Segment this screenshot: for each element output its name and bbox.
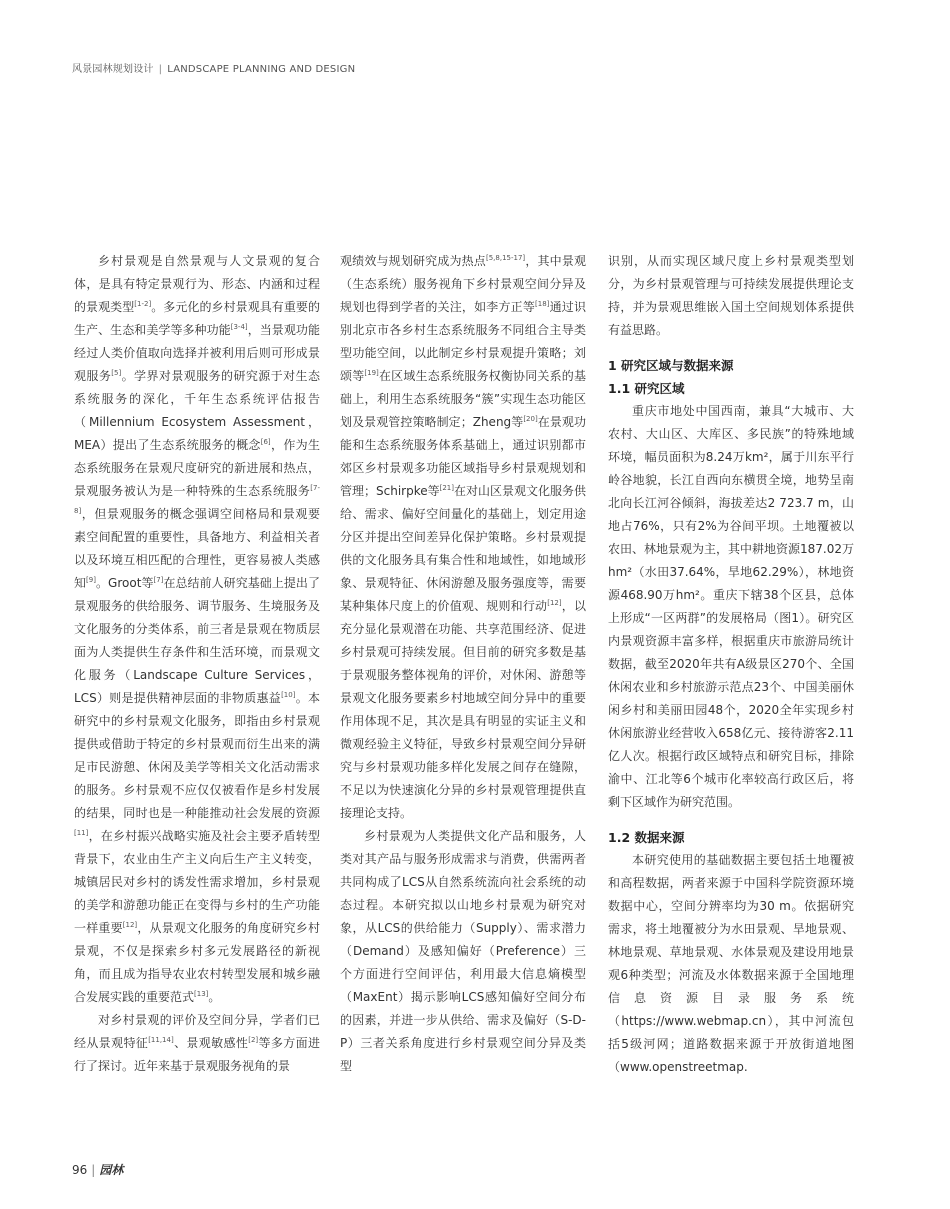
citation: [6] bbox=[260, 438, 271, 446]
citation: [1-2] bbox=[134, 300, 152, 308]
paragraph: 识别，从而实现区域尺度上乡村景观类型划分，为乡村景观管理与可持续发展提供理论支持，并为景观思维嵌入国土空间规划体系提供有益思路。 bbox=[608, 254, 854, 337]
page-footer bbox=[72, 1161, 123, 1178]
citation: [3-4] bbox=[230, 323, 248, 331]
header-separator: | bbox=[158, 64, 163, 75]
citation: [2] bbox=[248, 1036, 259, 1044]
citation: [10] bbox=[281, 691, 296, 699]
paragraph: 乡村景观为人类提供文化产品和服务，人类对其产品与服务形成需求与消费，供需两者共同构成了LCS从自然系统流向社会系统的动态过程。本研究拟以山地乡村景观为研究对象，从LCS的供给能力（Supply）、需求潜力（Demand）及感知偏好（Preference）三个方面进行空间评估，利用最大信息熵模型（MaxEnt）揭示影响LCS感知偏好空间分布的因素，并进一步从供给、需求及偏好（S-D-P）三者关系角度进行乡村景观空间分异及类型 bbox=[340, 829, 586, 1073]
subsection-heading: 1.2 数据来源 bbox=[608, 830, 685, 845]
journal-name-en: LANDSCAPE PLANNING AND DESIGN bbox=[167, 64, 356, 75]
text-column-1 bbox=[74, 250, 320, 1078]
citation: [19] bbox=[364, 369, 379, 377]
journal-logo: 园林 bbox=[99, 1163, 124, 1177]
citation: [12] bbox=[547, 599, 562, 607]
citation: [7] bbox=[153, 576, 164, 584]
citation: [20] bbox=[523, 415, 538, 423]
citation: [7-8] bbox=[74, 484, 320, 515]
citation: [21] bbox=[439, 484, 454, 492]
subsection-heading: 1.1 研究区域 bbox=[608, 381, 685, 396]
journal-name-cn: 风景园林规划设计 bbox=[72, 64, 154, 75]
paragraph: 本研究使用的基础数据主要包括土地覆被和高程数据，两者来源于中国科学院资源环境数据中心，空间分辨率均为30 m。依据研究需求，将土地覆被分为水田景观、旱地景观、林地景观、草地景观、水体景观及建设用地景观6种类型；河流及水体数据来源于全国地理信息资源目录服务系统（https://www.webmap.cn），其中河流包括5级河网；道路数据来源于开放街道地图（www.openstreetmap. bbox=[608, 853, 854, 1074]
citation: [11,14] bbox=[148, 1036, 174, 1044]
citation: [18] bbox=[535, 300, 550, 308]
citation: [9] bbox=[86, 576, 96, 584]
paragraph: 观绩效与规划研究成为热点[5,8,15-17]，其中景观（生态系统）服务视角下乡村景观空间分异及规划也得到学者的关注，如李方正等[18]通过识别北京市各乡村生态系统服务不同组合主导类型功能空间，以此制定乡村景观提升策略；刘颂等[19]在区域生态系统服务权衡协同关系的基础上，利用生态系统服务“簇”实现生态功能区划及景观管控策略制定；Zheng等[20]在景观功能和生态系统服务体系基础上，通过识别都市郊区乡村景观多功能区域指导乡村景观规划和管理；Schirpke等[21]在对山区景观文化服务供给、需求、偏好空间量化的基础上，划定用途分区并提出空间差异化保护策略。乡村景观提供的文化服务具有集合性和地域性，如地域形象、景观特征、休闲游憩及服务强度等，需要某种集体尺度上的价值观、规则和行动[12]，以充分显化景观潜在功能、共享范围经济、促进乡村景观可持续发展。但目前的研究多数是基于景观服务整体视角的评价，对休闲、游憩等景观文化服务要素乡村地域空间分异中的重要作用体现不足，其次是具有明显的实证主义和微观经验主义特征，导致乡村景观空间分异研究与乡村景观功能多样化发展之间存在缝隙，不足以为快速演化分异的乡村景观管理提供直接理论支持。 bbox=[340, 254, 587, 820]
paragraph: 乡村景观是自然景观与人文景观的复合体，是具有特定景观行为、形态、内涵和过程的景观类型[1-2]。多元化的乡村景观具有重要的生产、生态和美学等多种功能[3-4]，当景观功能经过人类价值取向选择并被利用后则可形成景观服务[5]。学界对景观服务的研究源于对生态系统服务的深化，千年生态系统评估报告（Millennium Ecosystem Assessment，MEA）提出了生态系统服务的概念[6]，作为生态系统服务在景观尺度研究的新进展和热点，景观服务被认为是一种特殊的生态系统服务[7-8]，但景观服务的概念强调空间格局和景观要素空间配置的重要性，具备地方、利益相关者以及环境互相匹配的合理性，更容易被人类感知[9]。Groot等[7]在总结前人研究基础上提出了景观服务的供给服务、调节服务、生境服务及文化服务的分类体系，前三者是景观在物质层面为人类提供生存条件和生活环境，而景观文化服务（Landscape Culture Services，LCS）则是提供精神层面的非物质惠益[10]。本研究中的乡村景观文化服务，即指由乡村景观提供或借助于特定的乡村景观而衍生出来的满足市民游憩、休闲及美学等相关文化活动需求的服务。乡村景观不应仅仅被看作是乡村发展的结果，同时也是一种能推动社会发展的资源[11]，在乡村振兴战略实施及社会主要矛盾转型背景下，农业由生产主义向后生产主义转变，城镇居民对乡村的诱发性需求增加，乡村景观的美学和游憩功能正在变得与乡村的生产功能一样重要[12]，从景观文化服务的角度研究乡村景观，不仅是探索乡村多元发展路径的新视角，而且成为指导农业农村转型发展和城乡融合发展实践的重要范式[13]。 bbox=[74, 254, 320, 1004]
citation: [11] bbox=[74, 829, 89, 837]
page-number: 96 bbox=[72, 1163, 88, 1177]
text-column-2 bbox=[340, 250, 586, 1078]
citation: [12] bbox=[122, 921, 138, 929]
citation: [13] bbox=[194, 990, 209, 998]
running-header bbox=[72, 60, 355, 75]
text-column-3 bbox=[608, 250, 854, 1079]
footer-separator: | bbox=[91, 1163, 96, 1177]
paragraph: 重庆市地处中国西南，兼具“大城市、大农村、大山区、大库区、多民族”的特殊地域环境，幅员面积为8.24万km²，属于川东平行岭谷地貌，长江自西向东横贯全境，地势呈南北向长江河谷倾斜，海拔差达2 723.7 m，山地占76%，只有2%为谷间平坝。土地覆被以农田、林地景观为主，其中耕地资源187.02万hm²（水田37.64%，旱地62.29%），林地资源468.90万hm²。重庆下辖38个区县，总体上形成“一区两群”的发展格局（图1）。研究区内景观资源丰富多样，根据重庆市旅游局统计数据，截至2020年共有A级景区270个、全国休闲农业和乡村旅游示范点23个、中国美丽休闲乡村和美丽田园48个，2020全年实现乡村休闲旅游业经营收入658亿元、接待游客2.11亿人次。根据行政区域特点和研究目标，排除渝中、江北等6个城市化率较高行政区后，将剩下区域作为研究范围。 bbox=[608, 404, 854, 809]
paragraph: 对乡村景观的评价及空间分异，学者们已经从景观特征[11,14]、景观敏感性[2]等多方面进行了探讨。近年来基于景观服务视角的景 bbox=[74, 1013, 320, 1073]
citation: [5,8,15-17] bbox=[485, 254, 526, 262]
section-heading: 1 研究区域与数据来源 bbox=[608, 358, 734, 373]
citation: [5] bbox=[111, 369, 122, 377]
